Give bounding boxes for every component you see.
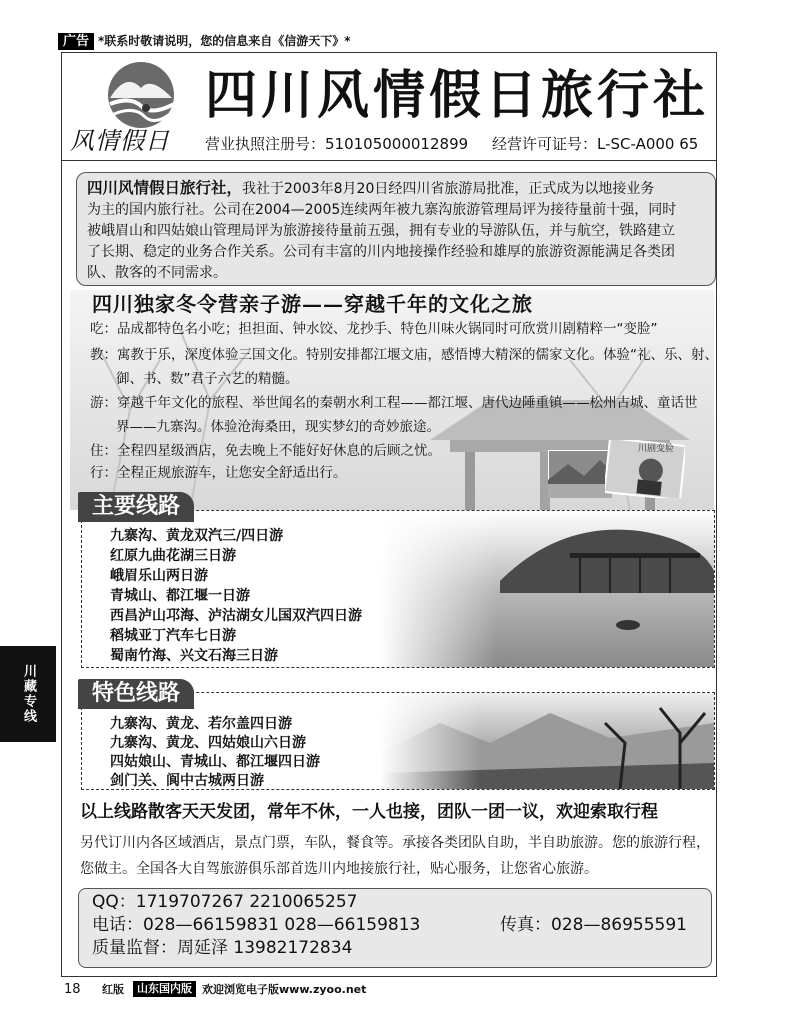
feature-eat: 吃：品成都特色名小吃；担担面、钟水饺、龙抄手、特色川味火锅同时可欣赏川剧精粹一“变脸” xyxy=(90,321,658,337)
contact-supervisor: 质量监督：周延泽 13982172834 xyxy=(92,938,353,958)
main-route-item: 九寨沟、黄龙双汽三/四日游 xyxy=(110,528,284,544)
business-license: 营业执照注册号：510105000012899 xyxy=(205,135,469,153)
intro-box xyxy=(76,172,716,286)
main-route-item: 红原九曲花湖三日游 xyxy=(110,548,236,564)
feature-travel-cont: 界——九寨沟。体验沧海桑田，现实梦幻的奇妙旅途。 xyxy=(116,419,440,435)
main-route-item: 西昌泸山邛海、泸沽湖女儿国双汽四日游 xyxy=(110,608,362,624)
photo-caption: 川剧变脸 xyxy=(638,444,675,454)
intro-line: 被峨眉山和四姑娘山管理局评为旅游接待量前五强，拥有专业的导游队伍，并与航空，铁路建立 xyxy=(87,223,675,239)
main-route-item: 峨眉乐山两日游 xyxy=(110,568,208,584)
main-route-item: 青城山、都江堰一日游 xyxy=(110,588,250,604)
website-link[interactable]: 欢迎浏览电子版www.zyoo.net xyxy=(202,983,367,996)
contact-fax: 传真：028—86955591 xyxy=(500,915,687,935)
edition-badge: 山东国内版 xyxy=(133,981,196,997)
feature-transport: 行：全程正规旅游车，让您安全舒适出行。 xyxy=(90,465,347,481)
contact-phone: 电话：028—66159831 028—66159813 xyxy=(92,915,421,935)
other-line: 您做主。全国各大自驾旅游俱乐部首选川内地接旅行社，贴心服务，让您省心旅游。 xyxy=(80,861,598,877)
feature-route-item: 九寨沟、黄龙、四姑娘山六日游 xyxy=(110,735,306,751)
main-route-item: 蜀南竹海、兴文石海三日游 xyxy=(110,648,278,664)
edition-label: 红版 xyxy=(102,983,124,996)
slogan: 以上线路散客天天发团，常年不休，一人也接，团队一团一议，欢迎索取行程 xyxy=(80,802,658,822)
intro-line: 队、散客的不同需求。 xyxy=(87,265,227,281)
intro-line: 我社于2003年8月20日经四川省旅游局批准，正式成为以地接业务 xyxy=(242,181,655,197)
ad-note: *联系时敬请说明，您的信息来自《信游天下》* xyxy=(98,34,351,48)
intro-line: 了长期、稳定的业务合作关系。公司有丰富的川内地接操作经验和雄厚的旅游资源能满足各类团 xyxy=(87,244,675,260)
operating-permit: 经营许可证号：L-SC-A000 65 xyxy=(492,135,699,153)
header-divider xyxy=(61,160,717,161)
main-routes-tab: 主要线路 xyxy=(78,492,194,522)
main-route-item: 稻城亚丁汽车七日游 xyxy=(110,628,236,644)
logo-text: 风情假日 xyxy=(70,127,170,155)
feature-routes-tab: 特色线路 xyxy=(78,679,194,709)
other-services xyxy=(80,830,720,882)
mountain-photo xyxy=(380,693,714,789)
feature-route-item: 九寨沟、黄龙、若尔盖四日游 xyxy=(110,716,292,732)
side-category-tab: 川藏专线 xyxy=(0,646,56,742)
intro-company: 四川风情假日旅行社， xyxy=(87,179,243,197)
feature-route-item: 剑门关、阆中古城两日游 xyxy=(110,773,264,789)
page-number: 18 xyxy=(64,982,81,997)
feature-route-item: 四姑娘山、青城山、都江堰四日游 xyxy=(110,754,320,770)
special-tour-title: 四川独家冬令营亲子游——穿越千年的文化之旅 xyxy=(92,292,533,316)
feature-teach: 教：寓教于乐，深度体验三国文化。特别安排都江堰文庙，感悟博大精深的儒家文化。体验“礼、乐、射、 xyxy=(90,347,718,363)
contact-qq: QQ：1719707267 2210065257 xyxy=(92,892,358,912)
company-name: 四川风情假日旅行社 xyxy=(205,66,710,126)
other-line: 另代订川内各区域酒店，景点门票，车队，餐食等。承接各类团队自助，半自助旅游。您的旅游行程， xyxy=(80,835,710,851)
scenery-photo xyxy=(548,450,612,498)
intro-line: 为主的国内旅行社。公司在2004—2005连续两年被九寨沟旅游管理局评为接待量前十强，同时 xyxy=(87,202,677,218)
feature-teach-cont: 御、书、数”君子六艺的精髓。 xyxy=(116,371,299,387)
feature-travel: 游：穿越千年文化的旅程、举世闻名的秦朝水利工程——都江堰、唐代边陲重镇——松州古城、童话世 xyxy=(90,395,698,411)
lake-photo xyxy=(380,511,714,667)
ad-label: 广告 xyxy=(58,33,94,50)
feature-stay: 住：全程四星级酒店，免去晚上不能好好休息的后顾之忧。 xyxy=(90,443,441,459)
